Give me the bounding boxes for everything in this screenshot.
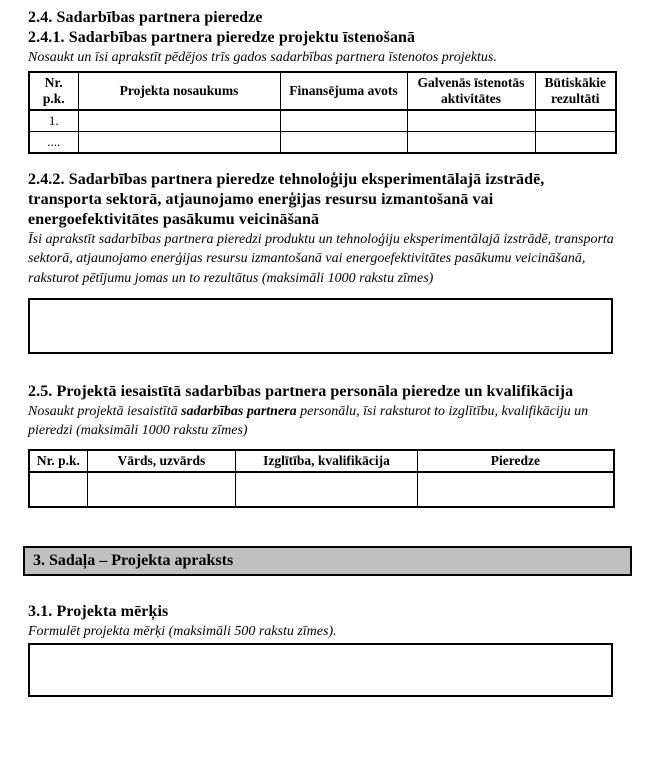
section-3-banner: 3. Sadaļa – Projekta apraksts bbox=[23, 546, 632, 576]
instruction-2-4-2: Īsi aprakstīt sadarbības partnera pieredzi produktu un tehnoloģiju eksperimentālajā izstrādē, transporta sektorā, atjaunojamo enerģijas resursu izmantošanā vai energoefektivitātes pasākumu veicināšanā, raksturot pētījumu jomas un to rezultātus (maksimāli 1000 rakstu zīmes) bbox=[28, 232, 614, 286]
empty-input-cell[interactable] bbox=[78, 132, 280, 154]
col-header-funding-source: Finansējuma avots bbox=[280, 72, 407, 110]
col-header-nr: Nr. p.k. bbox=[29, 72, 78, 110]
empty-input-cell[interactable] bbox=[29, 472, 87, 507]
row-number-cell: .... bbox=[29, 132, 78, 154]
empty-input-cell[interactable] bbox=[407, 110, 535, 132]
empty-input-cell[interactable] bbox=[87, 472, 236, 507]
table-header-row bbox=[29, 450, 614, 472]
instruction-2-5 bbox=[28, 402, 617, 441]
instruction-2-5-part2: personālu, īsi raksturot to izglītību, kvalifikāciju un pieredzi (maksimāli 1000 rakstu zīmes) bbox=[28, 404, 589, 439]
heading-2-4-1: 2.4.1. Sadarbības partnera pieredze projektu īstenošanā bbox=[28, 29, 416, 46]
row-number-cell: 1. bbox=[29, 110, 78, 132]
table-row bbox=[29, 110, 616, 132]
col-header-main-activities: Galvenās īstenotās aktivitātes bbox=[407, 72, 535, 110]
heading-2-5: 2.5. Projektā iesaistītā sadarbības partnera personāla pieredze un kvalifikācija bbox=[28, 383, 574, 401]
empty-input-cell[interactable] bbox=[280, 132, 407, 154]
instruction-2-4-1: Nosaukt un īsi aprakstīt pēdējos trīs gados sadarbības partnera īstenotos projektus. bbox=[28, 50, 497, 65]
heading-3-1: 3.1. Projekta mērķis bbox=[28, 602, 169, 620]
empty-input-cell[interactable] bbox=[417, 472, 614, 507]
instruction-2-5-part1: Nosaukt projektā iesaistītā bbox=[28, 404, 182, 420]
empty-input-cell[interactable] bbox=[407, 132, 535, 154]
instruction-2-5-bold: sadarbības partnera bbox=[181, 404, 297, 420]
col-header-key-results: Būtiskākie rezultāti bbox=[535, 72, 616, 110]
projects-experience-table bbox=[28, 71, 617, 154]
empty-input-cell[interactable] bbox=[535, 132, 616, 154]
col-header-experience: Pieredze bbox=[417, 450, 614, 472]
empty-input-cell[interactable] bbox=[535, 110, 616, 132]
table-header-row bbox=[29, 72, 616, 110]
textarea-project-goal[interactable] bbox=[28, 643, 613, 697]
instruction-3-1: Formulēt projekta mērķi (maksimāli 500 rakstu zīmes). bbox=[28, 623, 337, 639]
personnel-table bbox=[28, 449, 615, 508]
heading-2-4-2: 2.4.2. Sadarbības partnera pieredze tehnoloģiju eksperimentālajā izstrādē, transporta sektorā, atjaunojamo enerģijas resursu izmantošanā vai energoefektivitātes pasākumu veicināšanā bbox=[28, 171, 545, 229]
col-header-project-name: Projekta nosaukums bbox=[78, 72, 280, 110]
col-header-education: Izglītība, kvalifikācija bbox=[236, 450, 418, 472]
col-header-name-surname: Vārds, uzvārds bbox=[87, 450, 236, 472]
empty-input-cell[interactable] bbox=[78, 110, 280, 132]
textarea-2-4-2[interactable] bbox=[28, 298, 613, 354]
table-row bbox=[29, 472, 614, 507]
empty-input-cell[interactable] bbox=[236, 472, 418, 507]
col-header-nr: Nr. p.k. bbox=[29, 450, 87, 472]
empty-input-cell[interactable] bbox=[280, 110, 407, 132]
table-row bbox=[29, 132, 616, 154]
heading-2-4: 2.4. Sadarbības partnera pieredze bbox=[28, 9, 263, 26]
